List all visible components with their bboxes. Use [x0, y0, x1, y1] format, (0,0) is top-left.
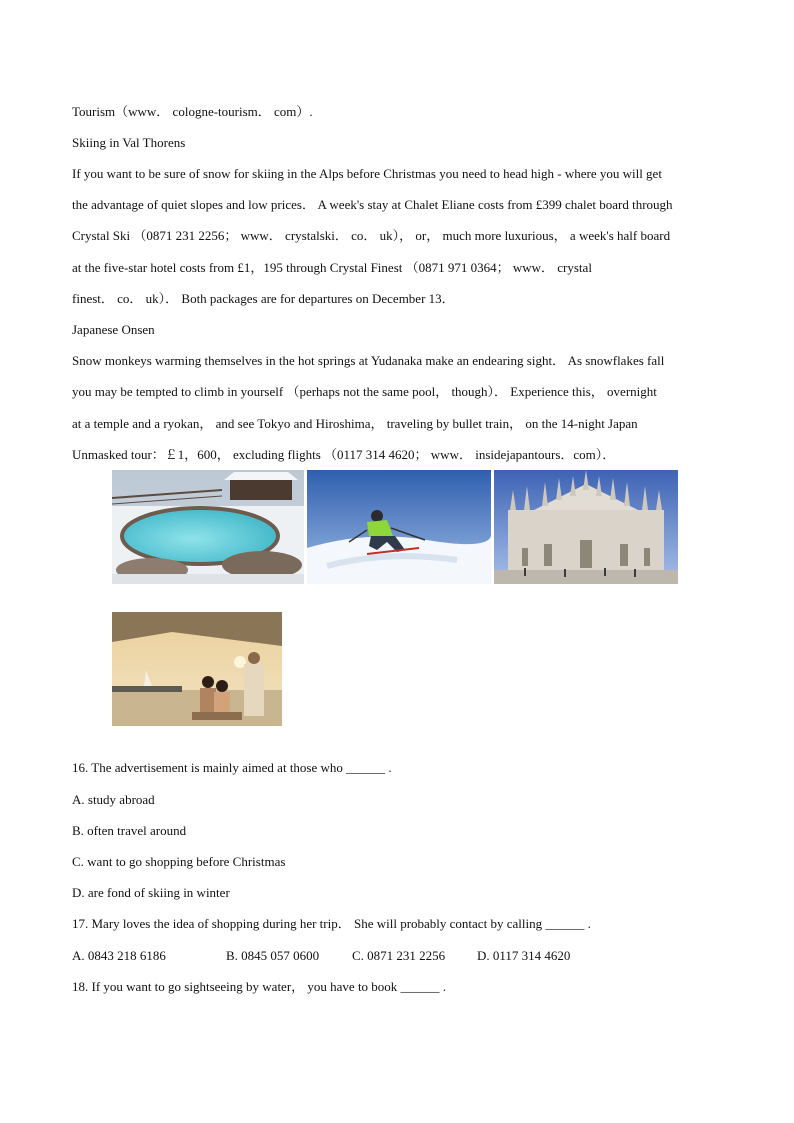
skier-photo: [307, 470, 491, 584]
sunset-boat-photo: [112, 612, 282, 726]
onsen-line-2: you may be tempted to climb in yourself （perhaps not the same pool， though）． Experience this， overnight: [72, 384, 657, 399]
onsen-line-4: Unmasked tour：￡1，600， excluding flights （0117 314 4620； www． insidejapantours．com）．: [72, 447, 616, 462]
question-17-option-b: B. 0845 057 0600: [226, 948, 320, 963]
skiing-line-2: the advantage of quiet slopes and low prices． A week's stay at Chalet Eliane costs from £399 chalet board through: [72, 197, 673, 212]
question-17-option-a: A. 0843 218 6186: [72, 948, 166, 963]
onsen-title: Japanese Onsen: [72, 322, 155, 337]
onsen-line-1: Snow monkeys warming themselves in the hot springs at Yudanaka make an endearing sight． As snowflakes fall: [72, 353, 665, 368]
tourism-line: Tourism（www． cologne-tourism． com）.: [72, 104, 313, 119]
question-16-option-d: D. are fond of skiing in winter: [72, 885, 230, 900]
hot-spring-photo: [112, 470, 304, 584]
question-16-stem: 16. The advertisement is mainly aimed at those who ______ .: [72, 760, 392, 775]
question-16-option-b: B. often travel around: [72, 823, 187, 838]
question-17-option-c: C. 0871 231 2256: [352, 948, 446, 963]
skiing-line-4: at the five-star hotel costs from £1，195 through Crystal Finest （0871 971 0364； www． crystal: [72, 260, 592, 275]
question-17-stem: 17. Mary loves the idea of shopping during her trip． She will probably contact by calling ______ .: [72, 916, 591, 931]
question-16-option-c: C. want to go shopping before Christmas: [72, 854, 286, 869]
question-17-options: [72, 948, 570, 964]
skiing-line-5: finest． co． uk）． Both packages are for departures on December 13．: [72, 291, 455, 306]
skiing-line-1: If you want to be sure of snow for skiing in the Alps before Christmas you need to head high - where you will get: [72, 166, 662, 181]
skiing-title: Skiing in Val Thorens: [72, 135, 186, 150]
question-18-stem: 18. If you want to go sightseeing by water， you have to book ______ .: [72, 979, 447, 994]
skiing-line-3: Crystal Ski （0871 231 2256； www． crystalski． co． uk）， or， much more luxurious， a week's half board: [72, 228, 671, 243]
cathedral-photo: [494, 470, 678, 584]
onsen-line-3: at a temple and a ryokan， and see Tokyo and Hiroshima， traveling by bullet train， on the 14-night Japan: [72, 416, 638, 431]
question-17-option-d: D. 0117 314 4620: [477, 948, 571, 963]
question-16-option-a: A. study abroad: [72, 792, 155, 807]
